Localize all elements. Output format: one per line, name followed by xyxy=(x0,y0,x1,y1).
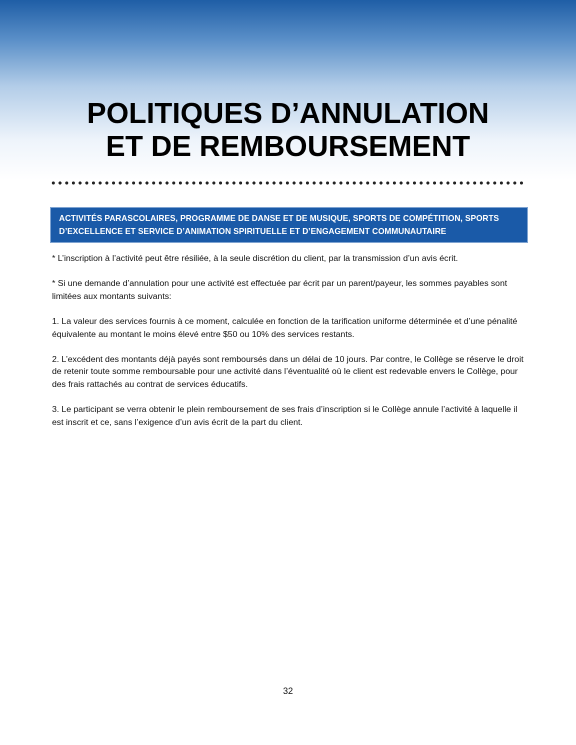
dotted-divider xyxy=(50,180,525,186)
policy-paragraph-written-notice: * L’inscription à l’activité peut être résiliée, à la seule discrétion du client, par la transmission d’un avis écrit. xyxy=(52,253,459,263)
page-title-line-2: ET DE REMBOURSEMENT xyxy=(105,131,471,163)
section-heading-line-1: ACTIVITÉS PARASCOLAIRES, PROGRAMME DE DANSE ET DE MUSIQUE, SPORTS DE COMPÉTITION, SPORTS xyxy=(59,214,500,223)
policy-paragraph-item-3: 3. Le participant se verra obtenir le plein remboursement de ses frais d’inscription si le Collège annule l’activité à laquelle il est inscrit et ce, sans l’exigence d’un avis écrit de la part du client. xyxy=(52,404,518,427)
section-heading-box xyxy=(50,207,528,243)
section-heading-line-2: D’EXCELLENCE ET SERVICE D’ANIMATION SPIRITUELLE ET D’ENGAGEMENT COMMUNAUTAIRE xyxy=(59,227,447,236)
policy-paragraph-cancellation-limits: * Si une demande d’annulation pour une activité est effectuée par écrit par un parent/payeur, les sommes payables sont limitées aux montants suivants: xyxy=(52,278,508,301)
page-number: 32 xyxy=(282,686,293,696)
page-title-line-1: POLITIQUES D’ANNULATION xyxy=(86,98,490,130)
policy-paragraph-item-2: 2. L’excédent des montants déjà payés sont remboursés dans un délai de 10 jours. Par contre, le Collège se réserve le droit de retenir toute somme remboursable pour une activité dans l’éventualité où le client est redevable envers le Collège, pour des frais rattachés au contrat de services éducatifs. xyxy=(52,353,524,389)
policy-body xyxy=(52,252,524,441)
page-title xyxy=(0,98,576,164)
policy-paragraph-item-1: 1. La valeur des services fournis à ce moment, calculée en fonction de la tarification uniforme déterminée et d’une pénalité équivalente au montant le moins élevé entre $50 ou 10% des services restants. xyxy=(52,315,518,339)
